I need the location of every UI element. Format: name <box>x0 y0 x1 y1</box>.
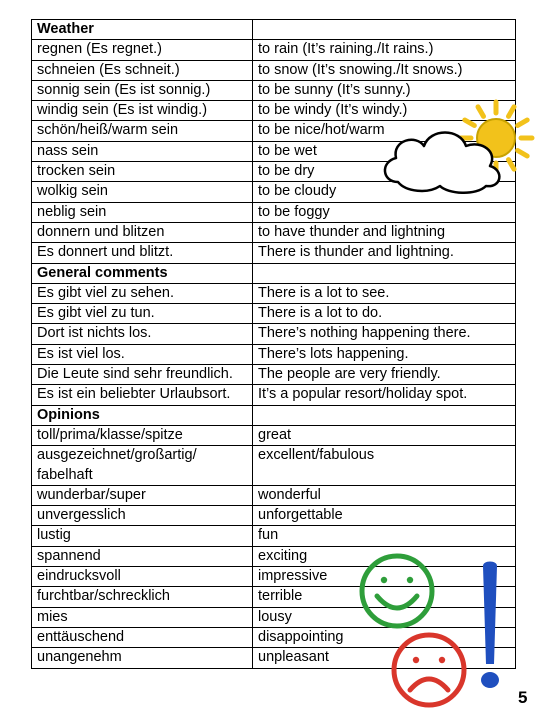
german-phrase: trocken sein <box>32 162 253 182</box>
german-phrase: donnern und blitzen <box>32 222 253 242</box>
empty-cell <box>253 263 516 283</box>
english-translation: There is a lot to see. <box>253 283 516 303</box>
table-row <box>32 304 516 324</box>
empty-cell <box>253 405 516 425</box>
english-translation: wonderful <box>253 485 516 505</box>
german-phrase: mies <box>32 607 253 627</box>
english-translation: terrible <box>253 587 516 607</box>
german-phrase: neblig sein <box>32 202 253 222</box>
table-row <box>32 344 516 364</box>
table-row <box>32 121 516 141</box>
table-row <box>32 526 516 546</box>
english-translation: to rain (It’s raining./It rains.) <box>253 40 516 60</box>
german-phrase: Es gibt viel zu sehen. <box>32 283 253 303</box>
page-number: 5 <box>518 688 528 707</box>
sun-ray <box>518 120 528 126</box>
table-row <box>32 222 516 242</box>
german-phrase: ausgezeichnet/großartig/ fabelhaft <box>32 446 253 486</box>
section-heading-row <box>32 405 516 425</box>
table-row <box>32 446 516 486</box>
table-row <box>32 425 516 445</box>
vocabulary-table-body <box>32 20 516 669</box>
english-translation: There’s lots happening. <box>253 344 516 364</box>
english-translation: to be windy (It’s windy.) <box>253 101 516 121</box>
english-translation: There is thunder and lightning. <box>253 243 516 263</box>
english-translation: There’s nothing happening there. <box>253 324 516 344</box>
english-translation: excellent/fabulous <box>253 446 516 486</box>
table-row <box>32 101 516 121</box>
table-row <box>32 243 516 263</box>
table-row <box>32 365 516 385</box>
english-translation: to be sunny (It’s sunny.) <box>253 80 516 100</box>
german-phrase: wunderbar/super <box>32 485 253 505</box>
english-translation: disappointing <box>253 627 516 647</box>
english-translation: to be foggy <box>253 202 516 222</box>
english-translation: to be nice/hot/warm <box>253 121 516 141</box>
german-phrase: windig sein (Es ist windig.) <box>32 101 253 121</box>
german-phrase: schön/heiß/warm sein <box>32 121 253 141</box>
english-translation: impressive <box>253 567 516 587</box>
german-phrase: Dort ist nichts los. <box>32 324 253 344</box>
table-row <box>32 506 516 526</box>
table-row <box>32 587 516 607</box>
german-phrase: unangenehm <box>32 648 253 668</box>
english-translation: The people are very friendly. <box>253 365 516 385</box>
german-phrase: regnen (Es regnet.) <box>32 40 253 60</box>
table-row <box>32 627 516 647</box>
section-heading: General comments <box>32 263 253 283</box>
german-phrase: eindrucksvoll <box>32 567 253 587</box>
table-row <box>32 283 516 303</box>
table-row <box>32 607 516 627</box>
german-phrase: Es gibt viel zu tun. <box>32 304 253 324</box>
section-heading: Weather <box>32 20 253 40</box>
section-heading-row <box>32 263 516 283</box>
vocabulary-table <box>31 19 516 669</box>
table-row <box>32 60 516 80</box>
table-row <box>32 567 516 587</box>
english-translation: to be wet <box>253 141 516 161</box>
german-phrase: furchtbar/schrecklich <box>32 587 253 607</box>
table-row <box>32 385 516 405</box>
german-phrase: enttäuschend <box>32 627 253 647</box>
english-translation: unforgettable <box>253 506 516 526</box>
german-phrase: unvergesslich <box>32 506 253 526</box>
english-translation: lousy <box>253 607 516 627</box>
sun-ray <box>518 151 528 157</box>
table-row <box>32 485 516 505</box>
english-translation: great <box>253 425 516 445</box>
german-phrase: Die Leute sind sehr freundlich. <box>32 365 253 385</box>
german-phrase: spannend <box>32 546 253 566</box>
table-row <box>32 202 516 222</box>
german-phrase: toll/prima/klasse/spitze <box>32 425 253 445</box>
table-row <box>32 546 516 566</box>
english-translation: unpleasant <box>253 648 516 668</box>
german-phrase: Es ist viel los. <box>32 344 253 364</box>
table-row <box>32 648 516 668</box>
english-translation: fun <box>253 526 516 546</box>
english-translation: to be dry <box>253 162 516 182</box>
section-heading: Opinions <box>32 405 253 425</box>
german-phrase: wolkig sein <box>32 182 253 202</box>
german-phrase: schneien (Es schneit.) <box>32 60 253 80</box>
table-row <box>32 324 516 344</box>
english-translation: exciting <box>253 546 516 566</box>
english-translation: There is a lot to do. <box>253 304 516 324</box>
english-translation: to have thunder and lightning <box>253 222 516 242</box>
english-translation: to be cloudy <box>253 182 516 202</box>
table-row <box>32 162 516 182</box>
table-row <box>32 40 516 60</box>
english-translation: to snow (It’s snowing./It snows.) <box>253 60 516 80</box>
table-row <box>32 80 516 100</box>
table-row <box>32 182 516 202</box>
english-translation: It’s a popular resort/holiday spot. <box>253 385 516 405</box>
german-phrase: sonnig sein (Es ist sonnig.) <box>32 80 253 100</box>
german-phrase: nass sein <box>32 141 253 161</box>
table-row <box>32 141 516 161</box>
german-phrase: lustig <box>32 526 253 546</box>
german-phrase: Es ist ein beliebter Urlaubsort. <box>32 385 253 405</box>
empty-cell <box>253 20 516 40</box>
german-phrase: Es donnert und blitzt. <box>32 243 253 263</box>
section-heading-row <box>32 20 516 40</box>
